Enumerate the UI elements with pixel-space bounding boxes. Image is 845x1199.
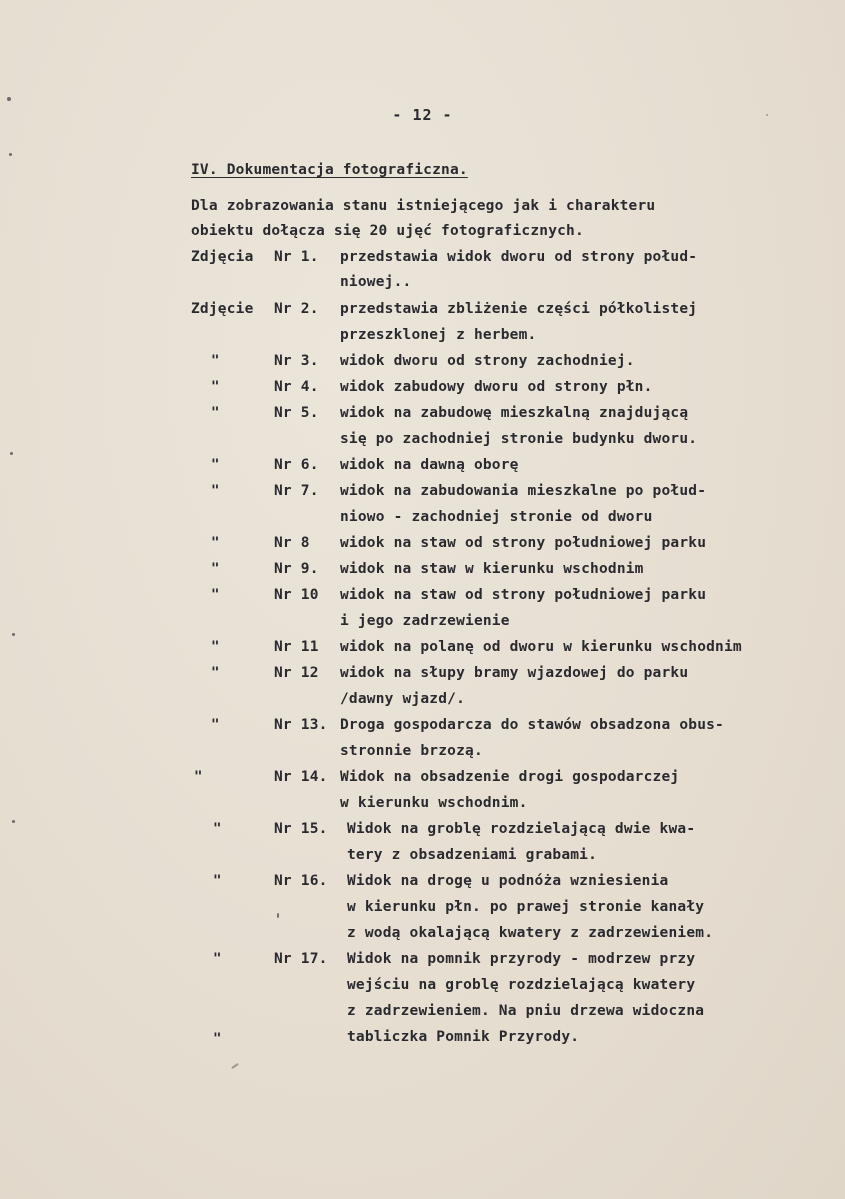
entry-number: Nr 10 — [274, 587, 319, 603]
entry-text: /dawny wjazd/. — [340, 691, 466, 707]
entry-number: Nr 8 — [274, 535, 310, 551]
ditto-mark: " — [213, 951, 222, 967]
page-number: - 12 - — [392, 106, 453, 124]
scan-speck — [10, 452, 13, 455]
entry-text: widok na słupy bramy wjazdowej do parku — [340, 665, 689, 681]
ditto-mark: " — [211, 587, 220, 603]
entry-text: i jego zadrzewienie — [340, 613, 510, 629]
scan-speck — [12, 820, 15, 823]
entry-text: widok zabudowy dworu od strony płn. — [340, 379, 653, 395]
entry-text: Droga gospodarcza do stawów obsadzona obus- — [340, 717, 724, 733]
entry-text: stronnie brzozą. — [340, 743, 483, 759]
ditto-mark: " — [211, 665, 220, 681]
ditto-mark: " — [211, 561, 220, 577]
entry-text: przeszklonej z herbem. — [340, 327, 537, 343]
ditto-mark: " — [211, 717, 220, 733]
scan-speck — [766, 114, 768, 116]
ditto-mark: " — [211, 535, 220, 551]
ditto-mark: " — [213, 873, 222, 889]
entry-text: widok na polanę od dworu w kierunku wschodnim — [340, 639, 742, 655]
entry-text: widok dworu od strony zachodniej. — [340, 353, 635, 369]
intro-line: obiektu dołącza się 20 ujęć fotograficznych. — [191, 223, 584, 239]
ditto-mark: " — [211, 457, 220, 473]
entry-number: Nr 3. — [274, 353, 319, 369]
entry-text: wejściu na groblę rozdzielającą kwatery — [347, 977, 696, 993]
entry-text: się po zachodniej stronie budynku dworu. — [340, 431, 698, 447]
entry-number: Nr 4. — [274, 379, 319, 395]
entry-number: Nr 7. — [274, 483, 319, 499]
intro-line: Dla zobrazowania stanu istniejącego jak i charakteru — [191, 198, 656, 214]
entry-number: Nr 2. — [274, 301, 319, 317]
entry-number: Nr 9. — [274, 561, 319, 577]
entry-text: w kierunku wschodnim. — [340, 795, 528, 811]
entry-number: Nr 14. — [274, 769, 328, 785]
entry-text: niowo - zachodniej stronie od dworu — [340, 509, 653, 525]
entry-number: Nr 15. — [274, 821, 328, 837]
entry-text: w kierunku płn. po prawej stronie kanały — [347, 899, 705, 915]
scan-speck — [12, 633, 15, 636]
entry-text: widok na staw od strony południowej parku — [340, 535, 707, 551]
entry-text: przedstawia zbliżenie części półkolistej — [340, 301, 698, 317]
entry-number: Nr 13. — [274, 717, 328, 733]
ditto-mark: " — [211, 353, 220, 369]
ditto-mark: " — [213, 821, 222, 837]
scan-speck — [277, 913, 279, 918]
ditto-mark: " — [211, 483, 220, 499]
entry-number: Nr 1. — [274, 249, 319, 265]
ditto-mark: " — [213, 1031, 222, 1047]
entry-lead: Zdjęcia — [191, 249, 254, 265]
entry-number: Nr 17. — [274, 951, 328, 967]
entry-text: niowej.. — [340, 274, 412, 290]
entry-text: Widok na drogę u podnóża wzniesienia — [347, 873, 669, 889]
entry-number: Nr 11 — [274, 639, 319, 655]
entry-text: widok na staw w kierunku wschodnim — [340, 561, 644, 577]
scan-speck — [231, 1063, 239, 1069]
entry-text: widok na zabudowę mieszkalną znajdującą — [340, 405, 689, 421]
entry-text: widok na dawną oborę — [340, 457, 519, 473]
entry-lead: Zdjęcie — [191, 301, 254, 317]
ditto-mark: " — [211, 639, 220, 655]
scan-speck — [7, 97, 11, 101]
entry-text: widok na zabudowania mieszkalne po połud- — [340, 483, 707, 499]
entry-text: widok na staw od strony południowej parku — [340, 587, 707, 603]
entry-text: z zadrzewieniem. Na pniu drzewa widoczna — [347, 1003, 705, 1019]
ditto-mark: " — [211, 405, 220, 421]
entry-number: Nr 6. — [274, 457, 319, 473]
entry-text: tabliczka Pomnik Przyrody. — [347, 1029, 580, 1045]
entry-text: tery z obsadzeniami grabami. — [347, 847, 598, 863]
entry-text: Widok na obsadzenie drogi gospodarczej — [340, 769, 680, 785]
entry-number: Nr 16. — [274, 873, 328, 889]
section-heading: IV. Dokumentacja fotograficzna. — [191, 162, 468, 178]
entry-text: Widok na pomnik przyrody - modrzew przy — [347, 951, 696, 967]
entry-number: Nr 5. — [274, 405, 319, 421]
ditto-mark: " — [211, 379, 220, 395]
entry-text: Widok na groblę rozdzielającą dwie kwa- — [347, 821, 696, 837]
ditto-mark: " — [194, 769, 203, 785]
entry-number: Nr 12 — [274, 665, 319, 681]
entry-text: przedstawia widok dworu od strony połud- — [340, 249, 698, 265]
entry-text: z wodą okalającą kwatery z zadrzewieniem. — [347, 925, 714, 941]
scan-speck — [9, 153, 12, 156]
